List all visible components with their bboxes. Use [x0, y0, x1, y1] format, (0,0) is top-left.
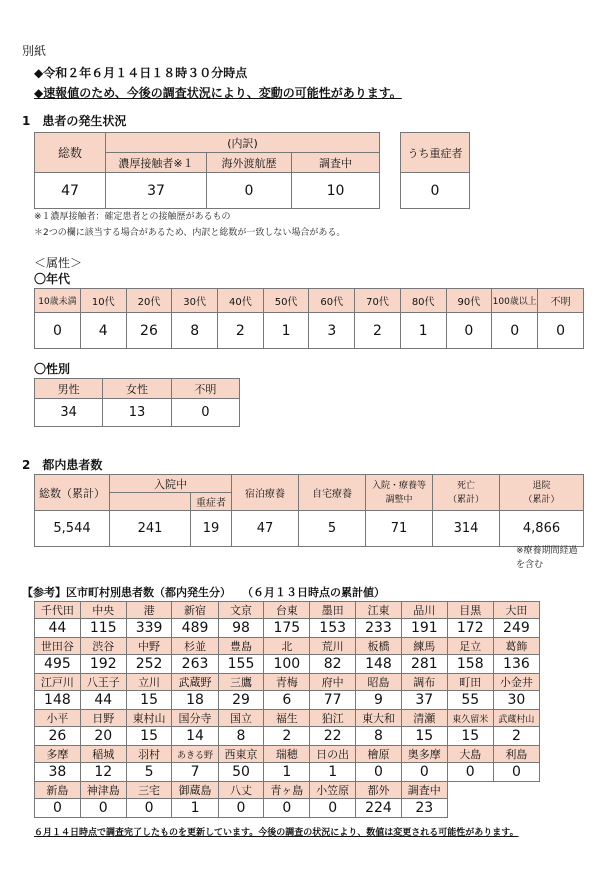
severe-subheader: 重症者: [191, 493, 232, 511]
municipality-name: 江東: [356, 602, 402, 619]
municipality-name: 瑞穂: [264, 746, 310, 763]
municipality-value: 0: [126, 799, 172, 818]
reference-prefix: 【参考】: [22, 586, 66, 599]
age-label-6: 60代: [309, 289, 355, 313]
adjusting-header: [366, 475, 433, 511]
municipality-name: 品川: [401, 602, 447, 619]
municipality-name: 福生: [264, 710, 310, 727]
municipality-value: 15: [401, 727, 447, 746]
municipality-value: 281: [401, 655, 447, 674]
municipality-value: 263: [172, 655, 218, 674]
municipality-name: 葛飾: [493, 638, 539, 655]
municipality-name: 日の出: [310, 746, 356, 763]
adjusting-value: 71: [366, 511, 433, 547]
section2-title: 2 都内患者数: [22, 458, 103, 472]
municipality-value: 18: [172, 691, 218, 710]
hotel-value: 47: [232, 511, 299, 547]
municipality-value: 1: [264, 763, 310, 782]
reference-date: （６月１３日時点の累計値）: [247, 586, 385, 599]
municipality-name: 台東: [264, 602, 310, 619]
sex-label-1: 女性: [103, 379, 171, 399]
home-value: 5: [299, 511, 366, 547]
municipality-name: 檜原: [356, 746, 402, 763]
age-label-3: 30代: [172, 289, 218, 313]
age-label-1: 10代: [80, 289, 126, 313]
municipality-name: 立川: [126, 674, 172, 691]
municipality-name: 東久留米: [447, 710, 493, 727]
municipality-value: 191: [401, 619, 447, 638]
age-label-9: 90代: [446, 289, 492, 313]
municipality-name: 中野: [126, 638, 172, 655]
notice-line: ◆速報値のため、今後の調査状況により、変動の可能性があります。: [34, 86, 402, 100]
municipality-name: 多摩: [35, 746, 81, 763]
municipality-name: 日野: [80, 710, 126, 727]
severe-value: 0: [401, 173, 470, 209]
investigating-header: 調査中: [292, 153, 380, 173]
municipality-name: 墨田: [310, 602, 356, 619]
discharge-header-line1: 退院: [532, 480, 551, 491]
municipality-value: 22: [310, 727, 356, 746]
municipality-value: 55: [447, 691, 493, 710]
municipality-name: 杉並: [172, 638, 218, 655]
municipality-value: 2: [264, 727, 310, 746]
municipality-value: 30: [493, 691, 539, 710]
municipality-value: 50: [218, 763, 264, 782]
age-value-6: 3: [309, 313, 355, 349]
municipality-value: 7: [172, 763, 218, 782]
municipality-value: 249: [493, 619, 539, 638]
tokyo-patients-table: [34, 474, 584, 547]
municipality-name: 清瀬: [401, 710, 447, 727]
municipality-value: 9: [356, 691, 402, 710]
municipality-value: 233: [356, 619, 402, 638]
municipality-name: 小平: [35, 710, 81, 727]
municipality-table: [34, 601, 540, 818]
municipality-name: 西東京: [218, 746, 264, 763]
severe-count-value: 19: [191, 511, 232, 547]
overseas-value: 0: [207, 173, 292, 209]
municipality-name: 国分寺: [172, 710, 218, 727]
municipality-value: 12: [80, 763, 126, 782]
sex-value-2: 0: [171, 399, 239, 427]
municipality-name: 中央: [80, 602, 126, 619]
home-header: 自宅療養: [299, 475, 366, 511]
municipality-name: 調布: [401, 674, 447, 691]
municipality-name: 足立: [447, 638, 493, 655]
age-value-9: 0: [446, 313, 492, 349]
sex-value-1: 13: [103, 399, 171, 427]
municipality-value: 0: [493, 763, 539, 782]
age-label-8: 80代: [400, 289, 446, 313]
breakdown-header: (内訳): [106, 133, 380, 153]
municipality-name: あきる野: [172, 746, 218, 763]
municipality-name: 港: [126, 602, 172, 619]
municipality-name: 昭島: [356, 674, 402, 691]
municipality-value: 252: [126, 655, 172, 674]
close-contact-header: 濃厚接触者※１: [106, 153, 207, 173]
municipality-value: 2: [493, 727, 539, 746]
municipality-value: 495: [35, 655, 81, 674]
overseas-header: 海外渡航歴: [207, 153, 292, 173]
age-value-5: 1: [263, 313, 309, 349]
municipality-name: 御蔵島: [172, 782, 218, 799]
age-label-0: 10歳未満: [35, 289, 81, 313]
age-value-4: 2: [218, 313, 264, 349]
municipality-value: 26: [35, 727, 81, 746]
discharge-value: 4,866: [500, 511, 584, 547]
municipality-value: 1: [310, 763, 356, 782]
municipality-value: 172: [447, 619, 493, 638]
age-label-5: 50代: [263, 289, 309, 313]
death-header: [433, 475, 500, 511]
reference-title-text: 区市町村別患者数（都内発生分）: [66, 586, 226, 599]
municipality-value: 38: [35, 763, 81, 782]
municipality-name: 小金井: [493, 674, 539, 691]
municipality-name: 練馬: [401, 638, 447, 655]
municipality-value: 153: [310, 619, 356, 638]
municipality-name: 青ヶ島: [264, 782, 310, 799]
municipality-value: 8: [356, 727, 402, 746]
municipality-name: 大島: [447, 746, 493, 763]
sex-label-0: 男性: [35, 379, 103, 399]
adjusting-header-line1: 入院・療養等: [371, 480, 426, 491]
municipality-name: 稲城: [80, 746, 126, 763]
age-label-7: 70代: [355, 289, 401, 313]
total-cumulative-header: 総数（累計）: [35, 475, 110, 511]
municipality-value: 8: [218, 727, 264, 746]
hotel-header: 宿泊療養: [232, 475, 299, 511]
sex-table: [34, 378, 240, 427]
age-value-1: 4: [80, 313, 126, 349]
municipality-name: 北: [264, 638, 310, 655]
municipality-name: 利島: [493, 746, 539, 763]
municipality-value: 5: [126, 763, 172, 782]
total-header: 総数: [35, 133, 106, 173]
municipality-name: 渋谷: [80, 638, 126, 655]
age-label-2: 20代: [126, 289, 172, 313]
datetime-line: ◆令和２年６月１４日１８時３０分時点: [34, 66, 248, 80]
age-value-8: 1: [400, 313, 446, 349]
municipality-value: 1: [172, 799, 218, 818]
municipality-name: 江戸川: [35, 674, 81, 691]
municipality-name: 武蔵野: [172, 674, 218, 691]
investigating-value: 10: [292, 173, 380, 209]
municipality-value: 0: [401, 763, 447, 782]
municipality-name: 東村山: [126, 710, 172, 727]
municipality-name: 三鷹: [218, 674, 264, 691]
municipality-value: 148: [35, 691, 81, 710]
municipality-name: 狛江: [310, 710, 356, 727]
age-label-11: 不明: [538, 289, 584, 313]
discharge-header: [500, 475, 584, 511]
municipality-name: 八丈: [218, 782, 264, 799]
age-value-11: 0: [538, 313, 584, 349]
age-value-3: 8: [172, 313, 218, 349]
municipality-value: 192: [80, 655, 126, 674]
death-value: 314: [433, 511, 500, 547]
death-header-line1: 死亡: [456, 480, 475, 491]
attachment-label: 別紙: [22, 44, 47, 58]
occurrence-table: [34, 132, 380, 209]
section1-title: 1 患者の発生状況: [22, 114, 127, 128]
attributes-title: ＜属性＞: [34, 256, 83, 270]
municipality-value: 115: [80, 619, 126, 638]
municipality-value: 136: [493, 655, 539, 674]
discharge-header-line2: （累計）: [523, 494, 560, 505]
municipality-value: 0: [264, 799, 310, 818]
municipality-name: 都外: [356, 782, 402, 799]
total-value: 47: [35, 173, 106, 209]
municipality-value: 15: [126, 691, 172, 710]
municipality-value: 175: [264, 619, 310, 638]
note-close-contact: ※１濃厚接触者：確定患者との接触歴があるもの: [34, 212, 231, 222]
municipality-name: 新島: [35, 782, 81, 799]
municipality-name: 東大和: [356, 710, 402, 727]
municipality-name: 町田: [447, 674, 493, 691]
municipality-value: 77: [310, 691, 356, 710]
municipality-value: 0: [356, 763, 402, 782]
severe-header: うち重症者: [401, 133, 470, 173]
age-label-4: 40代: [218, 289, 264, 313]
municipality-name: 目黒: [447, 602, 493, 619]
municipality-value: 100: [264, 655, 310, 674]
sex-value-0: 34: [35, 399, 103, 427]
age-title: 〇年代: [34, 272, 71, 286]
municipality-value: 224: [356, 799, 402, 818]
municipality-name: 豊島: [218, 638, 264, 655]
municipality-name: 文京: [218, 602, 264, 619]
severe-table: [400, 132, 470, 209]
discharge-note-line2: を含む: [516, 560, 544, 570]
municipality-value: 155: [218, 655, 264, 674]
municipality-name: 世田谷: [35, 638, 81, 655]
total-cumulative-value: 5,544: [35, 511, 110, 547]
municipality-value: 44: [35, 619, 81, 638]
sex-label-2: 不明: [171, 379, 239, 399]
municipality-name: 大田: [493, 602, 539, 619]
municipality-value: 0: [80, 799, 126, 818]
municipality-value: 0: [310, 799, 356, 818]
age-label-10: 100歳以上: [492, 289, 538, 313]
adjusting-header-line2: 調整中: [385, 494, 413, 505]
municipality-value: 29: [218, 691, 264, 710]
discharge-note-line1: ※療養期間経過: [516, 546, 578, 556]
municipality-value: 0: [218, 799, 264, 818]
hospitalized-subheader-blank: [110, 493, 191, 511]
age-value-7: 2: [355, 313, 401, 349]
reference-title: [22, 586, 385, 600]
municipality-name: 国立: [218, 710, 264, 727]
municipality-name: 三宅: [126, 782, 172, 799]
municipality-value: 148: [356, 655, 402, 674]
hospitalized-value: 241: [110, 511, 191, 547]
municipality-name: 新宿: [172, 602, 218, 619]
age-table: [34, 288, 584, 349]
municipality-value: 44: [80, 691, 126, 710]
municipality-name: 荒川: [310, 638, 356, 655]
note-overlap: ＊2つの欄に該当する場合があるため、内訳と総数が一致しない場合がある。: [34, 228, 346, 238]
age-value-10: 0: [492, 313, 538, 349]
municipality-name: 奥多摩: [401, 746, 447, 763]
municipality-name: 羽村: [126, 746, 172, 763]
close-contact-value: 37: [106, 173, 207, 209]
municipality-name: 八王子: [80, 674, 126, 691]
hospitalized-header: 入院中: [110, 475, 232, 493]
municipality-value: 489: [172, 619, 218, 638]
municipality-name: 神津島: [80, 782, 126, 799]
municipality-value: 0: [447, 763, 493, 782]
municipality-name: 調査中: [401, 782, 447, 799]
municipality-name: 小笠原: [310, 782, 356, 799]
municipality-value: 339: [126, 619, 172, 638]
municipality-value: 82: [310, 655, 356, 674]
municipality-value: 14: [172, 727, 218, 746]
age-value-0: 0: [35, 313, 81, 349]
reference-footer: ６月１４日時点で調査完了したものを更新しています。今後の調査の状況により、数値は変更される可能性があります。: [34, 828, 519, 838]
municipality-value: 6: [264, 691, 310, 710]
municipality-value: 98: [218, 619, 264, 638]
municipality-name: 千代田: [35, 602, 81, 619]
death-header-line2: （累計）: [447, 494, 484, 505]
municipality-value: 15: [126, 727, 172, 746]
municipality-value: 158: [447, 655, 493, 674]
municipality-value: 15: [447, 727, 493, 746]
age-value-2: 26: [126, 313, 172, 349]
sex-title: 〇性別: [34, 362, 71, 376]
municipality-value: 20: [80, 727, 126, 746]
municipality-value: 23: [401, 799, 447, 818]
municipality-value: 0: [35, 799, 81, 818]
municipality-value: 37: [401, 691, 447, 710]
municipality-name: 府中: [310, 674, 356, 691]
municipality-name: 板橋: [356, 638, 402, 655]
municipality-name: 武蔵村山: [493, 710, 539, 727]
municipality-name: 青梅: [264, 674, 310, 691]
